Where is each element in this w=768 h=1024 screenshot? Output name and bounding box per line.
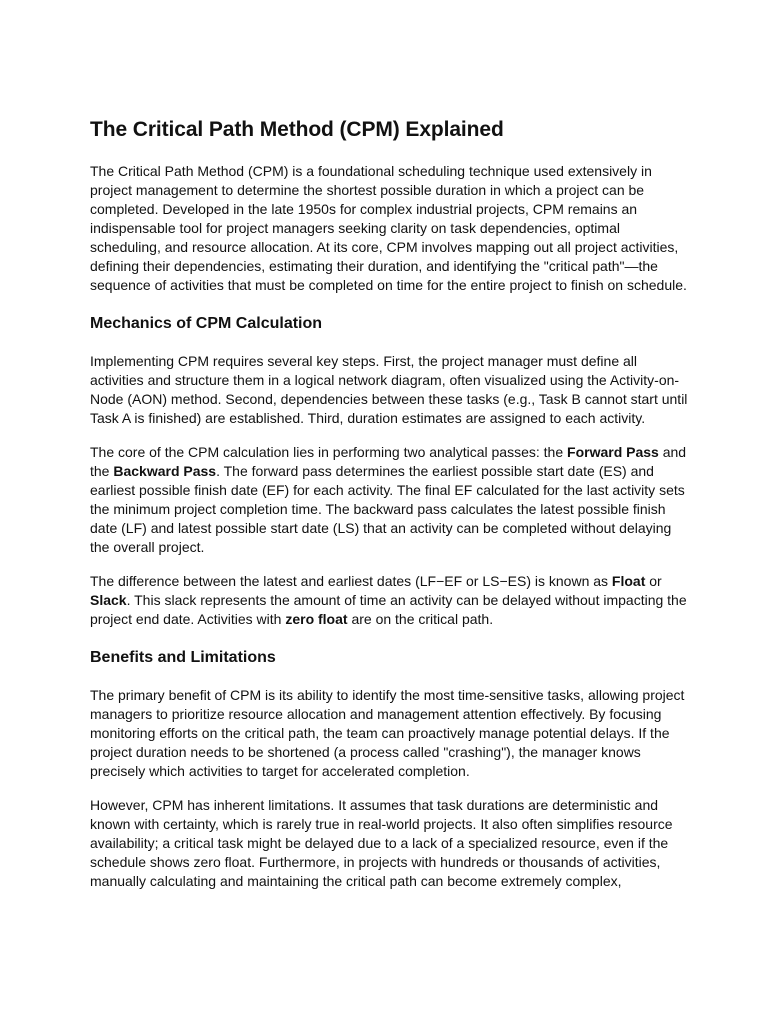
text-run: . This slack represents the amount of time an activity can be delayed without impacting the project end date. Activities with: [90, 592, 687, 627]
section-heading-mechanics: Mechanics of CPM Calculation: [90, 315, 323, 332]
bold-backward-pass: Backward Pass: [113, 463, 217, 479]
intro-paragraph: The Critical Path Method (CPM) is a foundational scheduling technique used extensively in project management to determine the shortest possible duration in which a project can be completed. Developed in the late 1950s for complex industrial projects, CPM remains an indispensable tool for project managers seeking clarity on task dependencies, optimal scheduling, and resource allocation. At its core, CPM involves mapping out all project activities, defining their dependencies, estimating their duration, and identifying the "critical path"—the sequence of activities that must be completed on time for the entire project to finish on schedule.: [90, 163, 687, 293]
text-run: The core of the CPM calculation lies in performing two analytical passes: the: [90, 444, 568, 460]
text-run: and the: [90, 444, 687, 479]
text-run: are on the critical path.: [347, 611, 494, 627]
mechanics-paragraph-2: [90, 443, 690, 557]
document-page: [90, 116, 690, 906]
section-heading-benefits: Benefits and Limitations: [90, 649, 276, 666]
benefits-paragraph-2: However, CPM has inherent limitations. It assumes that task durations are deterministic and known with certainty, which is rarely true in real-world projects. It also often simplifies resource availability; a critical task might be delayed due to a lack of a specialized resource, even if the schedule shows zero float. Furthermore, in projects with hundreds or thousands of activities, manually calculating and maintaining the critical path can become extremely complex,: [90, 797, 673, 889]
mechanics-paragraph-3: [90, 572, 690, 629]
benefits-paragraph-1: The primary benefit of CPM is its ability to identify the most time-sensitive tasks, allowing project managers to prioritize resource allocation and management attention effectively. By focusing monitoring efforts on the critical path, the team can proactively manage potential delays. If the project duration needs to be shortened (a process called "crashing"), the manager knows precisely which activities to target for accelerated completion.: [90, 687, 685, 779]
bold-float: Float: [611, 573, 646, 589]
page-title: The Critical Path Method (CPM) Explained: [90, 118, 504, 141]
text-run: The difference between the latest and earliest dates (LF−EF or LS−ES) is known as: [90, 573, 612, 589]
mechanics-paragraph-1: Implementing CPM requires several key steps. First, the project manager must define all activities and structure them in a logical network diagram, often visualized using the Activity-on-Node (AON) method. Second, dependencies between these tasks (e.g., Task B cannot start until Task A is finished) are established. Third, duration estimates are assigned to each activity.: [90, 353, 688, 426]
text-run: . The forward pass determines the earliest possible start date (ES) and earliest possible finish date (EF) for each activity. The final EF calculated for the last activity sets the minimum project completion time. The backward pass calculates the latest possible finish date (LF) and latest possible start date (LS) that an activity can be completed without delaying the overall project.: [90, 463, 685, 555]
bold-forward-pass: Forward Pass: [567, 444, 659, 460]
text-run: or: [645, 573, 662, 589]
bold-zero-float: zero float: [285, 611, 348, 627]
bold-slack: Slack: [90, 592, 127, 608]
